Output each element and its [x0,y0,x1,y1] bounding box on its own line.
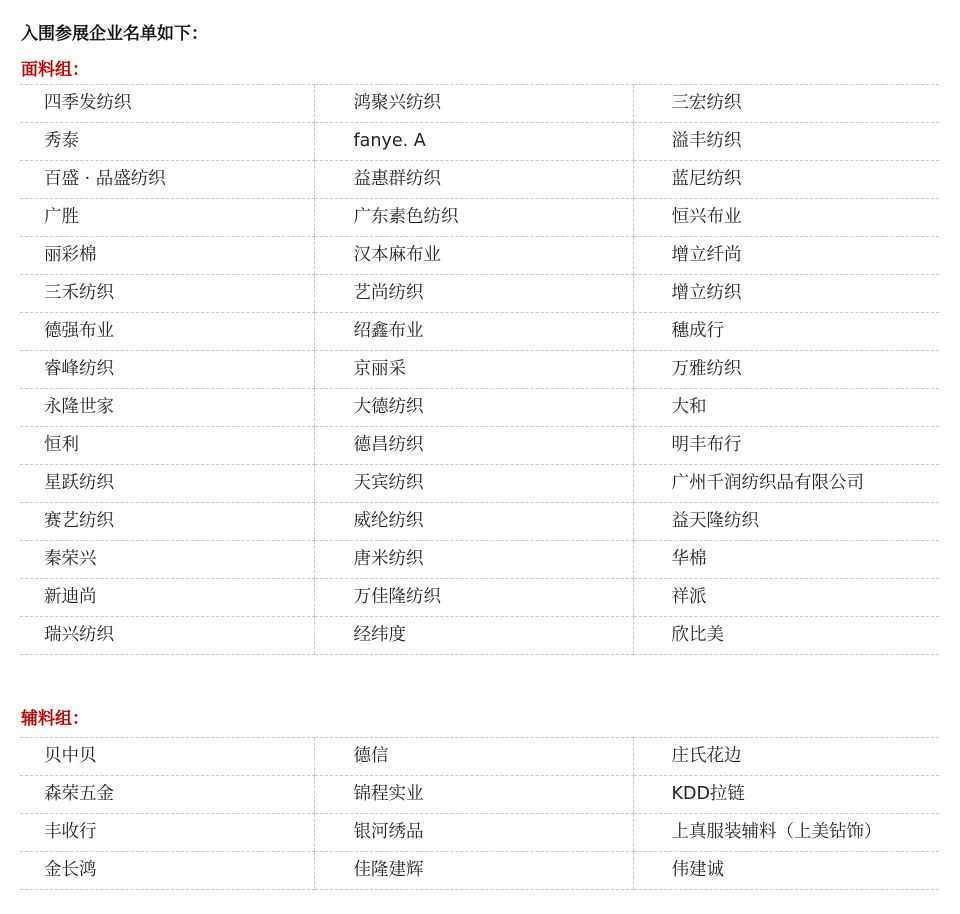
fabric-exhibitor-table [20,84,939,655]
company-name-cell: 贝中贝 [20,738,314,776]
company-name-cell: 金长鸿 [20,852,314,890]
company-name-cell: 佳隆建辉 [314,852,633,890]
company-name-cell: 瑞兴纺织 [20,617,314,655]
company-name-cell: 秀泰 [20,123,314,161]
company-name-cell: 唐米纺织 [314,541,633,579]
company-name-cell: 广东素色纺织 [314,199,633,237]
company-name-cell: 百盛 · 品盛纺织 [20,161,314,199]
table-row [20,199,939,237]
company-name-cell: 大和 [633,389,939,427]
table-row [20,351,939,389]
company-name-cell: 睿峰纺织 [20,351,314,389]
page-title: 入围参展企业名单如下： [21,24,208,44]
table-row [20,275,939,313]
company-name-cell: 天宾纺织 [314,465,633,503]
company-name-cell: 华棉 [633,541,939,579]
company-name-cell: 明丰布行 [633,427,939,465]
company-name-cell: 艺尚纺织 [314,275,633,313]
company-name-cell: 经纬度 [314,617,633,655]
company-name-cell: 银河绣品 [314,814,633,852]
company-name-cell: 永隆世家 [20,389,314,427]
company-name-cell: 恒利 [20,427,314,465]
fabric-section-title: 面料组： [21,60,89,80]
company-name-cell: 穗成行 [633,313,939,351]
company-name-cell: 溢丰纺织 [633,123,939,161]
company-name-cell: 恒兴布业 [633,199,939,237]
table-row [20,123,939,161]
table-row [20,237,939,275]
company-name-cell: 德强布业 [20,313,314,351]
company-name-cell: 万雅纺织 [633,351,939,389]
table-row [20,389,939,427]
table-row [20,161,939,199]
company-name-cell: fanye. A [314,123,633,161]
table-row [20,465,939,503]
company-name-cell: 增立纺织 [633,275,939,313]
table-row [20,617,939,655]
table-row [20,503,939,541]
company-name-cell: 三宏纺织 [633,85,939,123]
table-row [20,85,939,123]
company-name-cell: 益天隆纺织 [633,503,939,541]
company-name-cell: 增立纤尚 [633,237,939,275]
company-name-cell: 新迪尚 [20,579,314,617]
company-name-cell: 祥派 [633,579,939,617]
company-name-cell: 威纶纺织 [314,503,633,541]
company-name-cell: 星跃纺织 [20,465,314,503]
company-name-cell: 广胜 [20,199,314,237]
company-name-cell: 德信 [314,738,633,776]
accessory-exhibitor-table [20,737,939,890]
company-name-cell: 蓝尼纺织 [633,161,939,199]
company-name-cell: 万佳隆纺织 [314,579,633,617]
company-name-cell: 伟建诚 [633,852,939,890]
company-name-cell: 丽彩棉 [20,237,314,275]
company-name-cell: 益惠群纺织 [314,161,633,199]
company-name-cell: 庄氏花边 [633,738,939,776]
company-name-cell: 德昌纺织 [314,427,633,465]
table-row [20,814,939,852]
company-name-cell: 三禾纺织 [20,275,314,313]
company-name-cell: 京丽采 [314,351,633,389]
table-row [20,738,939,776]
table-row [20,427,939,465]
company-name-cell: KDD拉链 [633,776,939,814]
company-name-cell: 汉本麻布业 [314,237,633,275]
table-row [20,852,939,890]
company-name-cell: 赛艺纺织 [20,503,314,541]
company-name-cell: 绍鑫布业 [314,313,633,351]
company-name-cell: 秦荣兴 [20,541,314,579]
table-row [20,579,939,617]
company-name-cell: 鸿聚兴纺织 [314,85,633,123]
accessory-section-title: 辅料组： [21,709,89,729]
company-name-cell: 四季发纺织 [20,85,314,123]
table-row [20,776,939,814]
table-row [20,541,939,579]
company-name-cell: 广州千润纺织品有限公司 [633,465,939,503]
table-row [20,313,939,351]
company-name-cell: 丰收行 [20,814,314,852]
company-name-cell: 锦程实业 [314,776,633,814]
company-name-cell: 欣比美 [633,617,939,655]
company-name-cell: 大德纺织 [314,389,633,427]
company-name-cell: 上真服装辅料（上美钻饰） [633,814,939,852]
company-name-cell: 森荣五金 [20,776,314,814]
